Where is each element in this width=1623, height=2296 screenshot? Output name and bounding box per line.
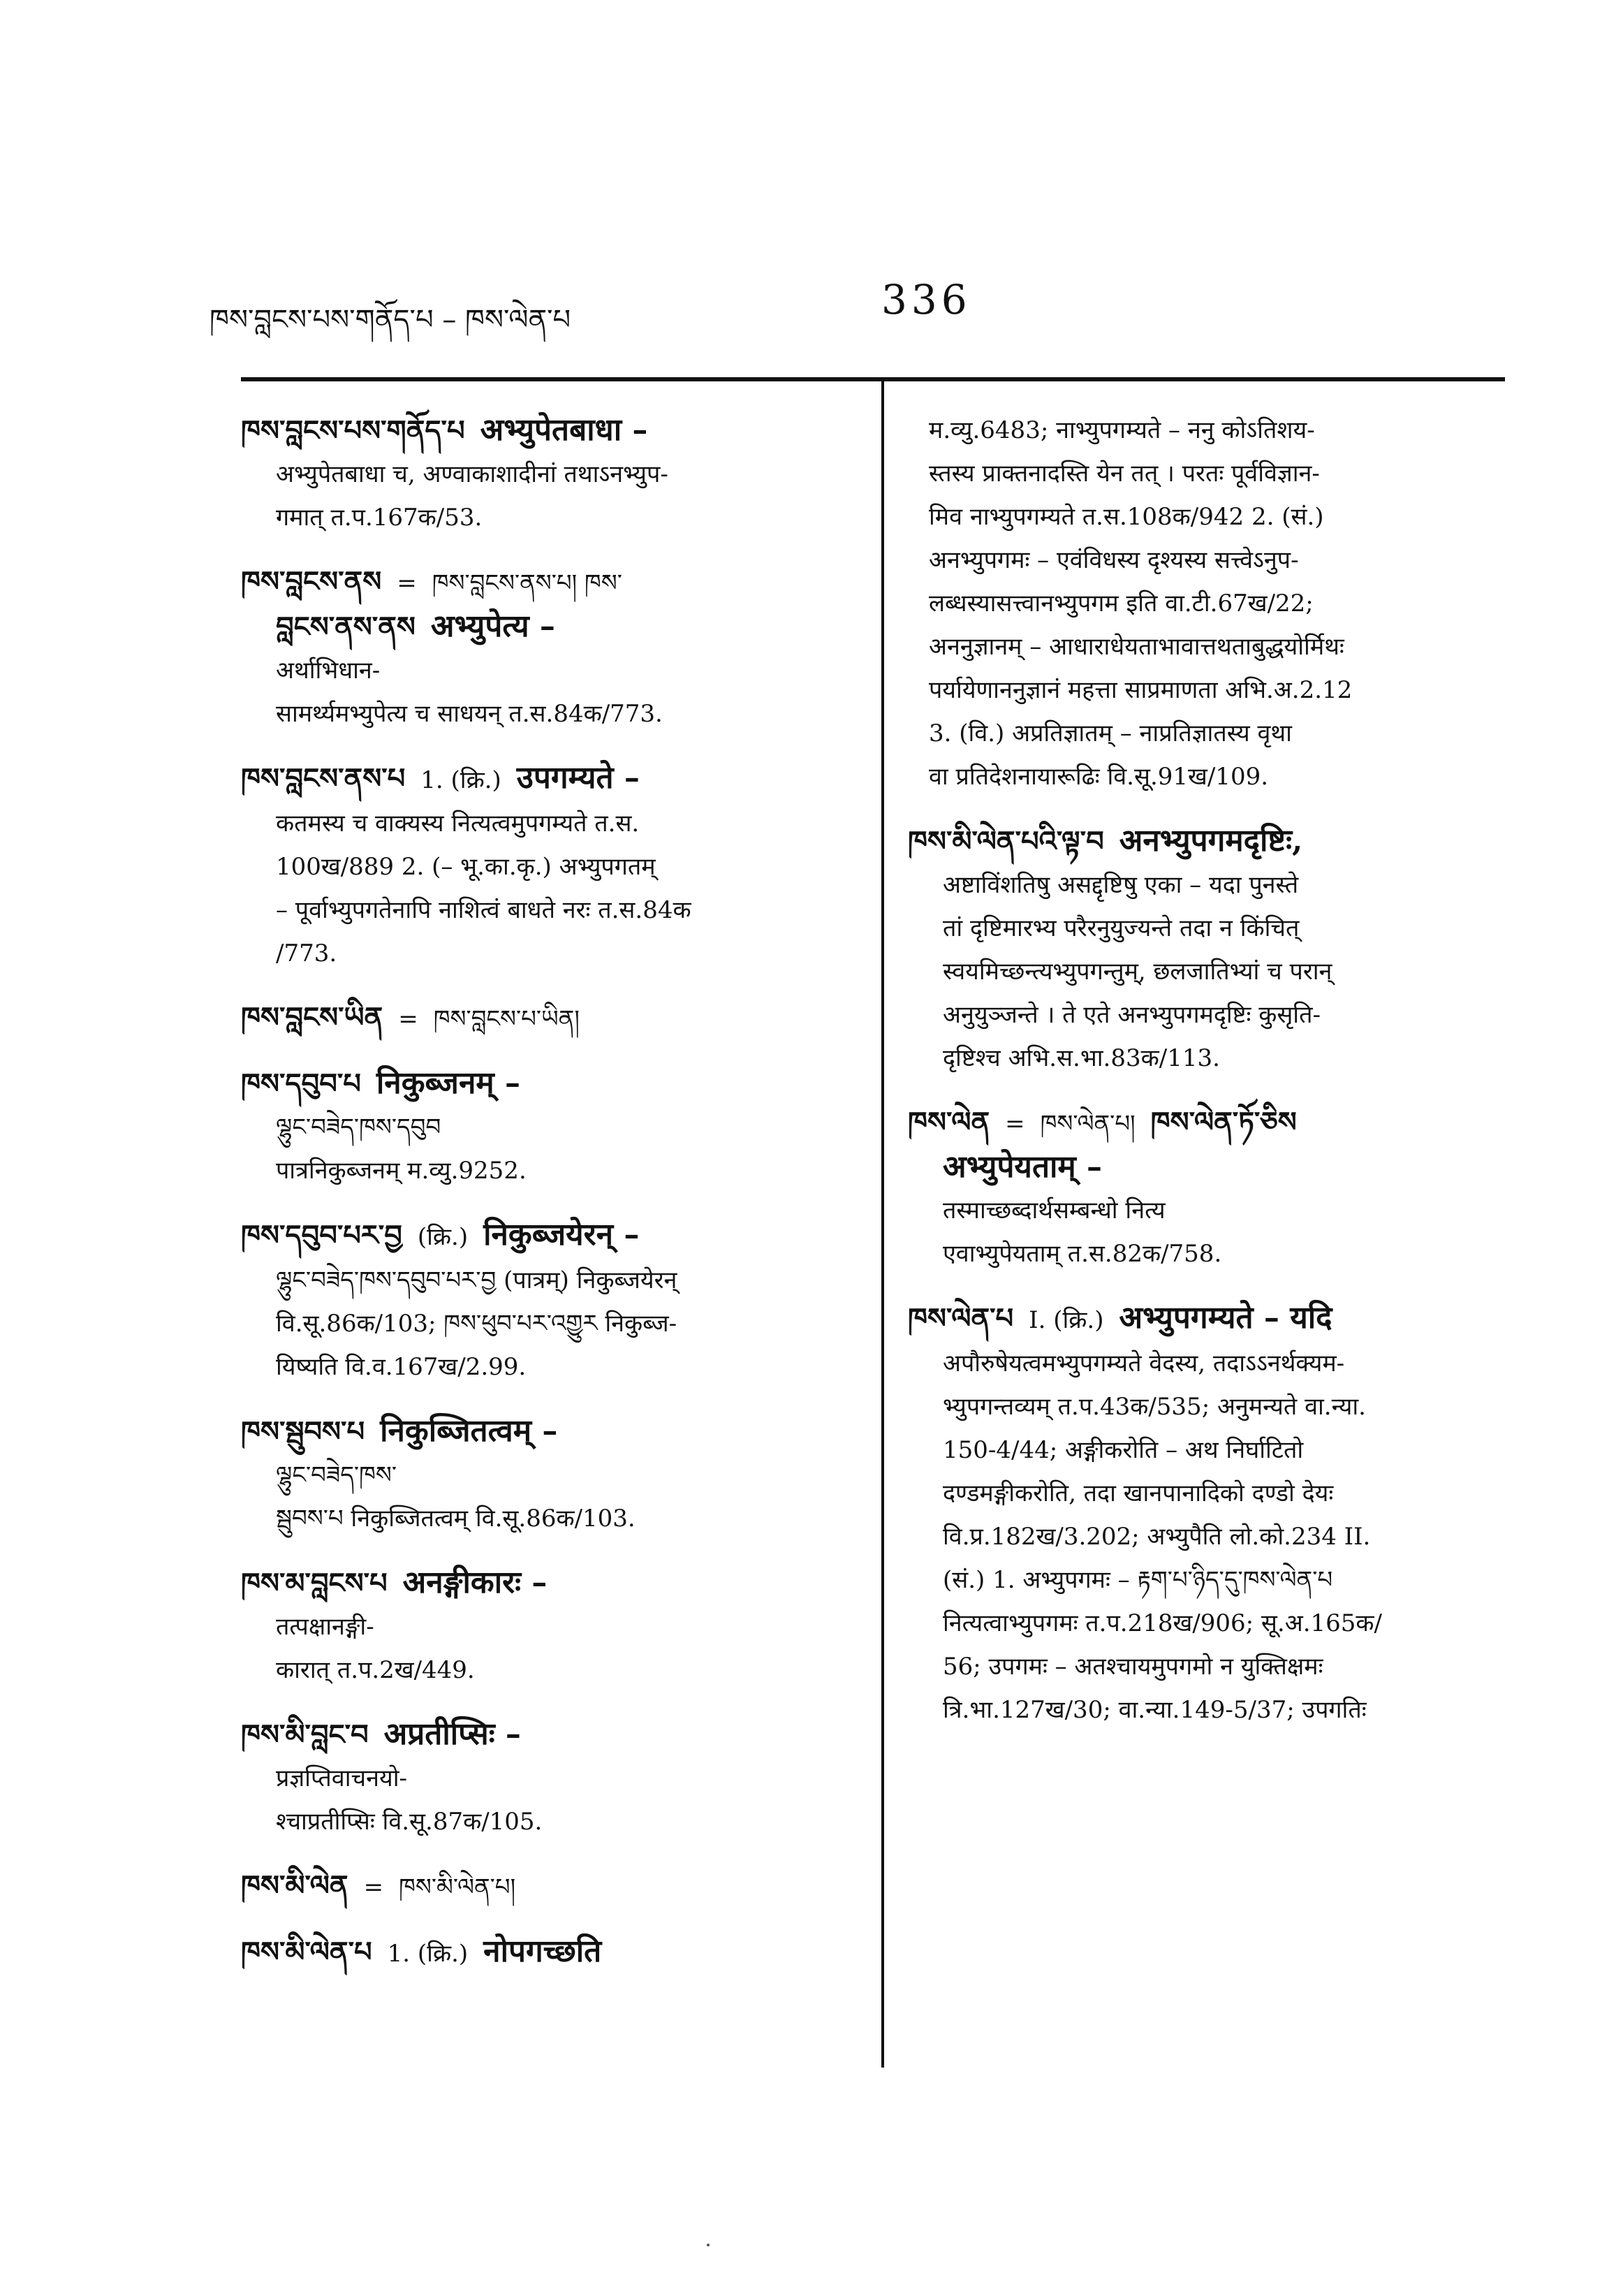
dictionary-entry <box>241 996 862 1041</box>
dictionary-entry <box>908 819 1508 1080</box>
sanskrit-headword: उपगम्यते – <box>516 760 640 796</box>
entry-definition: अभ्युपेतबाधा च, अण्वाकाशादीनां तथाऽनभ्युप- गमात् त.प.167क/53. <box>276 460 668 532</box>
tibetan-headword: ཁས་མི་ལེན་པ <box>241 1936 372 1968</box>
tibetan-headword: ཁས་མི་ལེན་པའི་ལྟ་བ <box>908 825 1104 858</box>
dictionary-entry <box>241 409 862 539</box>
entry-definition: ལྷུང་བཟེད་ཁས་དབུབ पात्रनिकुब्जनम् म.व्यु.9252. <box>276 1113 527 1185</box>
tibetan-headword: ཁས་མི་བླང་བ <box>241 1718 369 1751</box>
dictionary-entry <box>241 1213 862 1389</box>
sanskrit-headword: अभ्युपगम्यते – यदि <box>1119 1300 1332 1336</box>
sanskrit-headword: अनभ्युपगमदृष्टिः, <box>1119 823 1303 858</box>
dictionary-entry <box>241 1410 862 1540</box>
sanskrit-headword: निकुब्जितत्वम् – <box>380 1413 558 1449</box>
tibetan-headword: ཁས་བླངས་ནས <box>241 565 382 598</box>
tibetan-headword: ཁས་སྦུབས་པ <box>241 1415 365 1448</box>
entry-definition: अष्टाविंशतिषु असद्दृष्टिषु एका – यदा पुनस्ते तां दृष्टिमारभ्य परैरनुयुज्यन्ते तदा न किंचित् स्वयमिच्छन्त्यभ्युपगन्तुम्, छलजातिभ्यां च परान् अनुयुञ्जन्ते । ते एते अनभ्युपगमदृष्टिः कुसृति- दृष्टिश्च अभि.स.भा.83क/113. <box>943 871 1332 1072</box>
dictionary-entry <box>241 1561 862 1692</box>
entry-definition: तस्माच्छब्दार्थसम्बन्धो नित्य एवाभ्युपेयताम् त.स.82क/758. <box>943 1197 1222 1268</box>
dictionary-entry-continued <box>908 409 1508 798</box>
dictionary-entry <box>241 560 862 736</box>
sanskrit-headword: निकुब्जयेरन् – <box>483 1217 640 1252</box>
page-number: 336 <box>881 276 971 323</box>
sanskrit-headword: नोपगच्छति <box>483 1933 602 1969</box>
equals-sign: = <box>1005 1110 1025 1138</box>
top-rule <box>241 377 1505 381</box>
sanskrit-headword: अप्रतीप्सिः – <box>383 1716 521 1752</box>
entry-definition: अर्थाभिधान- सामर्थ्यमभ्युपेत्य च साधयन् त.स.84क/773. <box>276 657 663 728</box>
entry-definition: ལྷུང་བཟེད་ཁས་དབུབ་པར་བྱ (पात्रम्) निकुब्जयेरन् वि.सू.86क/103; ཁས་ཕུབ་པར་འགྱུར निकुब्ज- यिष्यति वि.व.167ख/2.99. <box>276 1266 677 1381</box>
tibetan-headword: ཁས་བླངས་ཡིན <box>241 1001 383 1034</box>
tibetan-headword: ཁས་ལེན <box>908 1106 990 1139</box>
tibetan-headword: ཁས་དབུབ་པ <box>241 1067 361 1100</box>
sense-label: 1. (क्रि.) <box>387 1940 469 1968</box>
dictionary-entry <box>241 1062 862 1192</box>
sense-label: I. (क्रि.) <box>1029 1306 1104 1334</box>
tibetan-headword: ཁས་དབུབ་པར་བྱ <box>241 1219 402 1252</box>
tibetan-subheadword: བླངས་ནས་ནས <box>276 610 416 643</box>
tibetan-headword: ཁས་མི་ལེན <box>241 1869 348 1902</box>
right-column <box>908 409 1508 1753</box>
sense-label: 1. (क्रि.) <box>420 766 501 794</box>
entry-definition: प्रज्ञप्तिवाचनयो- श्चाप्रतीप्सिः वि.सू.87क/105. <box>276 1764 543 1836</box>
running-head: ཁས་བླངས་པས་གནོད་པ – ཁས་ལེན་པ <box>210 304 571 336</box>
dictionary-entry <box>241 1713 862 1843</box>
entry-definition: म.व्यु.6483; नाभ्युपगम्यते – ननु कोऽतिशय- स्तस्य प्राक्तनादस्ति येन तत् । परतः पूर्वविज्ञान- मिव नाभ्युपगम्यते त.स.108क/942 2. (सं.) अनभ्युपगमः – एवंविधस्य दृश्यस्य सत्त्वेऽनुप- लब्धस्यासत्त्वानभ्युपगम इति वा.टी.67ख/22; अननुज्ञानम् – आधाराधेयताभावात्तथताबुद्धयोर्मिथः पर्यायेणाननुज्ञानं महत्ता साप्रमाणता अभि.अ.2.12 3. (वि.) अप्रतिज्ञातम् – नाप्रतिज्ञातस्य वृथा वा प्रतिदेशनायारूढिः वि.सू.91ख/109. <box>929 416 1353 791</box>
sanskrit-headword: अभ्युपेतबाधा – <box>480 412 648 448</box>
sanskrit-headword: अभ्युपेत्य – <box>430 608 555 644</box>
tibetan-subheadword: ཁས་ལེན་ཏོ་ཅིས <box>1150 1106 1297 1139</box>
stray-mark <box>707 2244 710 2246</box>
sanskrit-headword: अभ्युपेयताम् – <box>943 1149 1103 1185</box>
dictionary-entry <box>908 1101 1508 1275</box>
tibetan-variant: ཁས་བླངས་པ་ཡིན། <box>433 1005 580 1033</box>
entry-definition: कतमस्य च वाक्यस्य नित्यत्वमुपगम्यते त.स. 100ख/889 2. (– भू.का.कृ.) अभ्युपगतम् – पूर्वाभ्युपगतेनापि नाशित्वं बाधते नरः त.स.84क /773. <box>276 810 691 967</box>
dictionary-entry <box>241 756 862 975</box>
equals-sign: = <box>397 569 417 597</box>
dictionary-entry <box>908 1296 1508 1732</box>
equals-sign: = <box>363 1873 384 1901</box>
equals-sign: = <box>398 1005 418 1033</box>
tibetan-headword: ཁས་མ་བླངས་པ <box>241 1567 388 1600</box>
entry-definition: ལྷུང་བཟེད་ཁས་ སྦུབས་པ निकुब्जितत्वम् वि.सू.86क/103. <box>276 1461 636 1533</box>
tibetan-variant: ཁས་བླངས་ནས་པ། ཁས་ <box>432 569 622 597</box>
tibetan-headword: ཁས་བླངས་པས་གནོད་པ <box>241 414 465 447</box>
tibetan-headword: ཁས་ལེན་པ <box>908 1302 1014 1335</box>
sanskrit-headword: अनङ्गीकारः – <box>402 1565 548 1600</box>
entry-definition: अपौरुषेयत्वमभ्युपगम्यते वेदस्य, तदाऽऽनर्थक्यम- भ्युपगन्तव्यम् त.प.43क/535; अनुमन्यते वा.न्या. 150-4/44; अङ्गीकरोति – अथ निर्घाटितो दण्डमङ्गीकरोति, तदा खानपानादिको दण्डो देयः वि.प्र.182ख/3.202; अभ्युपैति लो.को.234 II. (सं.) 1. अभ्युपगमः – རྟག་པ་ཉིད་དུ་ཁས་ལེན་པ नित्यत्वाभ्युपगमः त.प.218ख/906; सू.अ.165क/ 56; उपगमः – अतश्चायमुपगमो न युक्तिक्षमः त्रि.भा.127ख/30; वा.न्या.149-5/37; उपगतिः <box>943 1350 1382 1724</box>
dictionary-entry <box>241 1864 862 1909</box>
tibetan-headword: ཁས་བླངས་ནས་པ <box>241 762 406 795</box>
dictionary-entry <box>241 1930 862 1975</box>
entry-definition: तत्पक्षानङ्गी- कारात् त.प.2ख/449. <box>276 1613 475 1684</box>
column-divider <box>881 377 884 2068</box>
sanskrit-headword: निकुब्जनम् – <box>376 1065 520 1101</box>
left-column <box>241 409 862 1996</box>
tibetan-variant: ཁས་མི་ལེན་པ། <box>399 1873 516 1901</box>
sense-label: (क्रि.) <box>417 1223 469 1251</box>
tibetan-variant: ཁས་ལེན་པ། <box>1040 1110 1136 1138</box>
